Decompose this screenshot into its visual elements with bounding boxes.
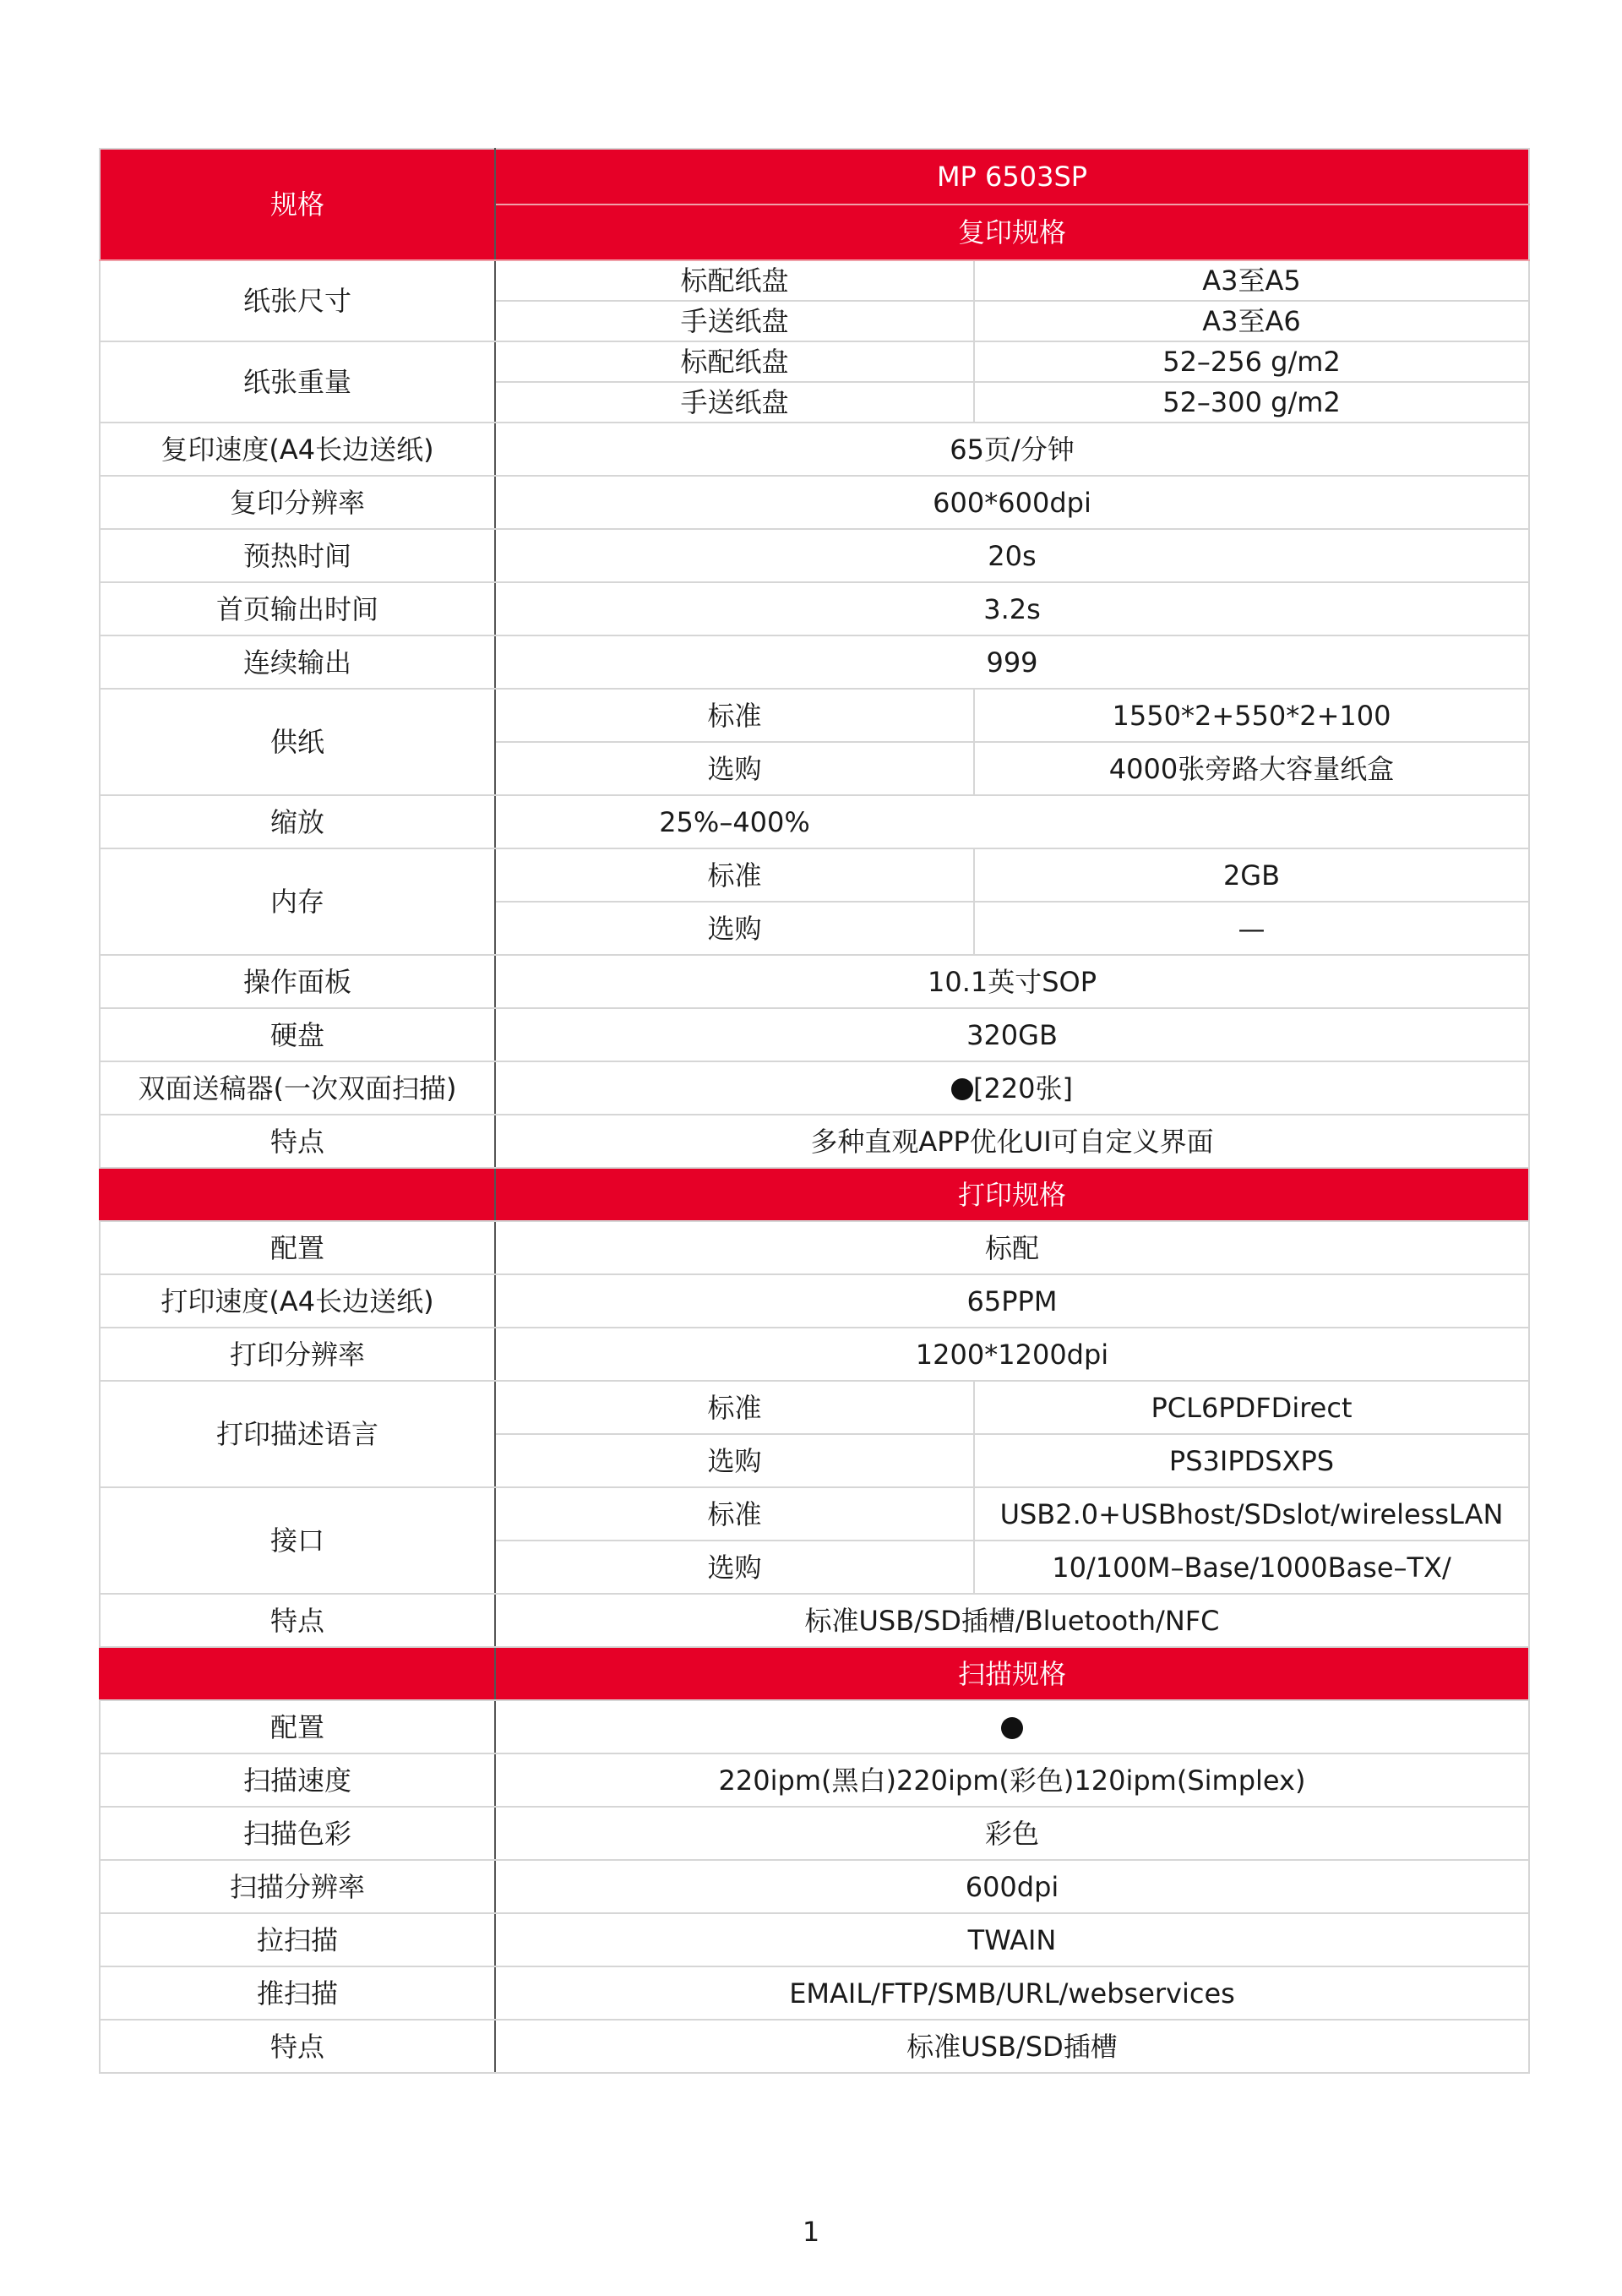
cell-value: 标准USB/SD插槽/Bluetooth/NFC	[495, 1594, 1529, 1647]
row-label: 配置	[100, 1221, 495, 1274]
sub-label: 标配纸盘	[495, 341, 974, 382]
row-label: 特点	[100, 1594, 495, 1647]
row-label: 复印速度(A4长边送纸)	[100, 423, 495, 476]
cell-value: 彩色	[495, 1807, 1529, 1860]
scan-section-title: 扫描规格	[495, 1647, 1529, 1700]
table-row	[100, 260, 1529, 301]
cell-value: 65页/分钟	[495, 423, 1529, 476]
table-row	[100, 1487, 1529, 1541]
row-label: 特点	[100, 1115, 495, 1168]
cell-value: 1550*2+550*2+100	[974, 689, 1529, 742]
table-row	[100, 1913, 1529, 1966]
cell-value: 600*600dpi	[495, 476, 1529, 529]
table-row	[100, 1860, 1529, 1913]
sub-label: 标准	[495, 689, 974, 742]
row-label: 接口	[100, 1487, 495, 1594]
sub-label: 选购	[495, 902, 974, 955]
page-number: 1	[802, 2216, 820, 2248]
cell-value: 10.1英寸SOP	[495, 955, 1529, 1008]
section-spacer	[100, 1168, 495, 1221]
cell-value: 标准USB/SD插槽	[495, 2020, 1529, 2073]
cell-value: 标配	[495, 1221, 1529, 1274]
row-label: 纸张尺寸	[100, 260, 495, 341]
cell-value: 600dpi	[495, 1860, 1529, 1913]
cell-value: [220张]	[972, 1072, 1074, 1104]
sub-label: 标准	[495, 1487, 974, 1541]
sub-label: 标配纸盘	[495, 260, 974, 301]
row-label: 扫描色彩	[100, 1807, 495, 1860]
table-row	[100, 689, 1529, 742]
sub-label: 选购	[495, 742, 974, 795]
sub-label: 标准	[495, 1381, 974, 1434]
row-label: 供纸	[100, 689, 495, 795]
cell-value: 999	[495, 635, 1529, 689]
table-row	[100, 1966, 1529, 2020]
print-section-row	[100, 1168, 1529, 1221]
table-row	[100, 1328, 1529, 1381]
cell-value: 52–256 g/m2	[974, 341, 1529, 382]
row-label: 预热时间	[100, 529, 495, 582]
row-label: 纸张重量	[100, 341, 495, 423]
section-spacer	[100, 1647, 495, 1700]
table-row	[100, 955, 1529, 1008]
table-row	[100, 1807, 1529, 1860]
adf-cell	[495, 1061, 1529, 1115]
cell-value: 220ipm(黑白)220ipm(彩色)120ipm(Simplex)	[495, 1753, 1529, 1807]
table-row	[100, 1381, 1529, 1434]
row-label: 打印分辨率	[100, 1328, 495, 1381]
table-row	[100, 635, 1529, 689]
row-label: 硬盘	[100, 1008, 495, 1061]
row-label: 双面送稿器(一次双面扫描)	[100, 1061, 495, 1115]
print-section-title: 打印规格	[495, 1168, 1529, 1221]
cell-value: A3至A5	[974, 260, 1529, 301]
sub-label: 选购	[495, 1434, 974, 1487]
table-row	[100, 1008, 1529, 1061]
table-row	[100, 423, 1529, 476]
table-row	[100, 1753, 1529, 1807]
cell-value: A3至A6	[974, 301, 1529, 341]
row-label: 操作面板	[100, 955, 495, 1008]
row-label: 连续输出	[100, 635, 495, 689]
cell-value: 4000张旁路大容量纸盒	[974, 742, 1529, 795]
row-label: 缩放	[100, 795, 495, 848]
filled-circle-icon	[1001, 1717, 1023, 1739]
table-row	[100, 1115, 1529, 1168]
table-row	[100, 848, 1529, 902]
row-label: 内存	[100, 848, 495, 955]
cell-value: PCL6PDFDirect	[974, 1381, 1529, 1434]
cell-value: 65PPM	[495, 1274, 1529, 1328]
cell-value: 3.2s	[495, 582, 1529, 635]
table-row	[100, 1700, 1529, 1753]
table-row	[100, 795, 1529, 848]
row-label: 打印速度(A4长边送纸)	[100, 1274, 495, 1328]
sub-label: 标准	[495, 848, 974, 902]
table-row	[100, 1061, 1529, 1115]
model-name: MP 6503SP	[495, 149, 1529, 205]
table-row	[100, 1221, 1529, 1274]
row-label: 拉扫描	[100, 1913, 495, 1966]
cell-value: 20s	[495, 529, 1529, 582]
cell-value: 1200*1200dpi	[495, 1328, 1529, 1381]
table-row	[100, 476, 1529, 529]
cell-value: 10/100M–Base/1000Base–TX/	[974, 1541, 1529, 1594]
spec-table	[99, 148, 1530, 2074]
cell-value: EMAIL/FTP/SMB/URL/webservices	[495, 1966, 1529, 2020]
cell-value: —	[974, 902, 1529, 955]
cell-value: USB2.0+USBhost/SDslot/wirelessLAN	[974, 1487, 1529, 1541]
cell-value: 多种直观APP优化UI可自定义界面	[495, 1115, 1529, 1168]
row-label: 配置	[100, 1700, 495, 1753]
cell-value-empty	[974, 795, 1529, 848]
copy-section-title: 复印规格	[495, 205, 1529, 260]
row-label: 扫描速度	[100, 1753, 495, 1807]
row-label: 打印描述语言	[100, 1381, 495, 1487]
filled-circle-icon	[951, 1078, 973, 1100]
table-row	[100, 2020, 1529, 2073]
header-row	[100, 149, 1529, 205]
scan-config-cell	[495, 1700, 1529, 1753]
cell-value: 320GB	[495, 1008, 1529, 1061]
scan-section-row	[100, 1647, 1529, 1700]
row-label: 扫描分辨率	[100, 1860, 495, 1913]
spec-header-label: 规格	[100, 149, 495, 260]
row-label: 特点	[100, 2020, 495, 2073]
cell-value: 2GB	[974, 848, 1529, 902]
sub-label: 选购	[495, 1541, 974, 1594]
table-row	[100, 582, 1529, 635]
table-row	[100, 1594, 1529, 1647]
sub-label: 手送纸盘	[495, 301, 974, 341]
cell-value: PS3IPDSXPS	[974, 1434, 1529, 1487]
row-label: 复印分辨率	[100, 476, 495, 529]
sub-label: 手送纸盘	[495, 382, 974, 423]
cell-value: TWAIN	[495, 1913, 1529, 1966]
cell-value: 25%–400%	[495, 795, 974, 848]
table-row	[100, 1274, 1529, 1328]
table-row	[100, 341, 1529, 382]
table-row	[100, 529, 1529, 582]
cell-value: 52–300 g/m2	[974, 382, 1529, 423]
row-label: 首页输出时间	[100, 582, 495, 635]
row-label: 推扫描	[100, 1966, 495, 2020]
